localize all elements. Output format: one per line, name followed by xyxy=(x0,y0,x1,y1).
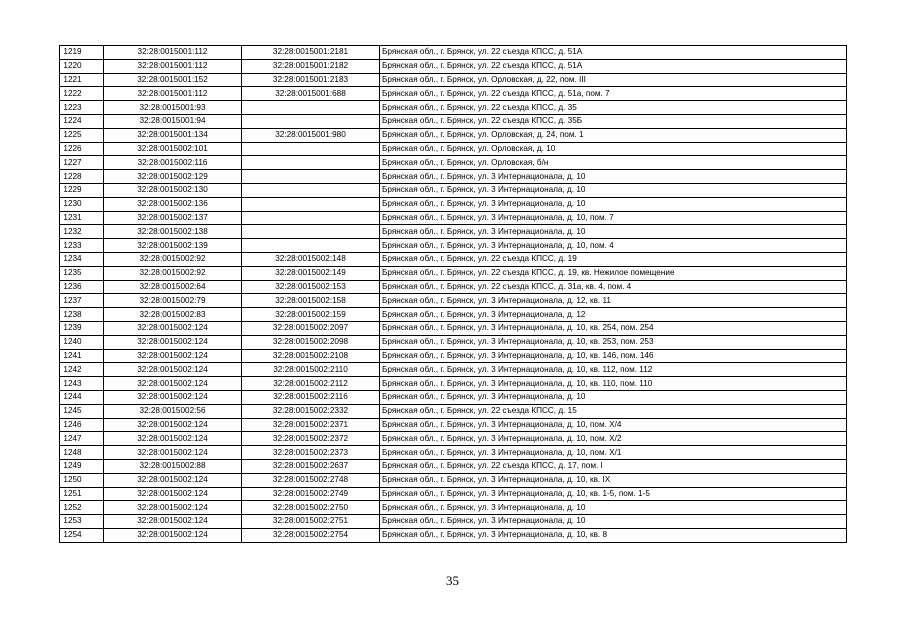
object-cadastral-number-cell xyxy=(242,156,380,170)
object-cadastral-number-cell xyxy=(242,142,380,156)
address-cell: Брянская обл., г. Брянск, ул. 3 Интернационала, д. 10, пом. 7 xyxy=(380,211,847,225)
table-row xyxy=(60,349,847,363)
object-cadastral-number-cell xyxy=(242,183,380,197)
object-cadastral-number-cell: 32:28:0015002:2749 xyxy=(242,487,380,501)
address-cell: Брянская обл., г. Брянск, ул. 22 съезда КПСС, д. 51а, пом. 7 xyxy=(380,87,847,101)
parcel-cadastral-number-cell: 32:28:0015002:124 xyxy=(104,446,242,460)
row-number-cell: 1241 xyxy=(60,349,104,363)
object-cadastral-number-cell xyxy=(242,239,380,253)
address-cell: Брянская обл., г. Брянск, ул. 22 съезда КПСС, д. 19 xyxy=(380,252,847,266)
table-row xyxy=(60,128,847,142)
row-number-cell: 1233 xyxy=(60,239,104,253)
object-cadastral-number-cell xyxy=(242,197,380,211)
table-row xyxy=(60,170,847,184)
row-number-cell: 1244 xyxy=(60,390,104,404)
parcel-cadastral-number-cell: 32:28:0015002:124 xyxy=(104,377,242,391)
table-row xyxy=(60,321,847,335)
parcel-cadastral-number-cell: 32:28:0015002:88 xyxy=(104,459,242,473)
property-registry-table xyxy=(59,45,847,543)
object-cadastral-number-cell: 32:28:0015001:980 xyxy=(242,128,380,142)
address-cell: Брянская обл., г. Брянск, ул. 3 Интернационала, д. 10, кв. 110, пом. 110 xyxy=(380,377,847,391)
address-cell: Брянская обл., г. Брянск, ул. 3 Интернационала, д. 10, пом. 4 xyxy=(380,239,847,253)
row-number-cell: 1254 xyxy=(60,528,104,542)
table-row xyxy=(60,501,847,515)
parcel-cadastral-number-cell: 32:28:0015002:124 xyxy=(104,321,242,335)
address-cell: Брянская обл., г. Брянск, ул. 3 Интернационала, д. 10 xyxy=(380,225,847,239)
table-row xyxy=(60,183,847,197)
parcel-cadastral-number-cell: 32:28:0015002:124 xyxy=(104,528,242,542)
table-row xyxy=(60,308,847,322)
table-row xyxy=(60,156,847,170)
address-cell: Брянская обл., г. Брянск, ул. 22 съезда КПСС, д. 19, кв. Нежилое помещение xyxy=(380,266,847,280)
parcel-cadastral-number-cell: 32:28:0015001:112 xyxy=(104,59,242,73)
address-cell: Брянская обл., г. Брянск, ул. 3 Интернационала, д. 12, кв. 11 xyxy=(380,294,847,308)
object-cadastral-number-cell: 32:28:0015002:148 xyxy=(242,252,380,266)
table-row xyxy=(60,459,847,473)
address-cell: Брянская обл., г. Брянск, ул. 22 съезда КПСС, д. 35Б xyxy=(380,114,847,128)
row-number-cell: 1238 xyxy=(60,308,104,322)
table-row xyxy=(60,266,847,280)
row-number-cell: 1224 xyxy=(60,114,104,128)
object-cadastral-number-cell: 32:28:0015002:153 xyxy=(242,280,380,294)
object-cadastral-number-cell: 32:28:0015002:2110 xyxy=(242,363,380,377)
row-number-cell: 1223 xyxy=(60,101,104,115)
row-number-cell: 1235 xyxy=(60,266,104,280)
parcel-cadastral-number-cell: 32:28:0015002:124 xyxy=(104,501,242,515)
row-number-cell: 1253 xyxy=(60,515,104,529)
row-number-cell: 1243 xyxy=(60,377,104,391)
object-cadastral-number-cell: 32:28:0015002:159 xyxy=(242,308,380,322)
table-row xyxy=(60,197,847,211)
object-cadastral-number-cell: 32:28:0015001:2182 xyxy=(242,59,380,73)
row-number-cell: 1242 xyxy=(60,363,104,377)
row-number-cell: 1222 xyxy=(60,87,104,101)
row-number-cell: 1239 xyxy=(60,321,104,335)
parcel-cadastral-number-cell: 32:28:0015002:56 xyxy=(104,404,242,418)
row-number-cell: 1246 xyxy=(60,418,104,432)
table-row xyxy=(60,142,847,156)
row-number-cell: 1249 xyxy=(60,459,104,473)
table-row xyxy=(60,515,847,529)
address-cell: Брянская обл., г. Брянск, ул. 22 съезда КПСС, д. 17, пом. I xyxy=(380,459,847,473)
object-cadastral-number-cell: 32:28:0015002:2112 xyxy=(242,377,380,391)
row-number-cell: 1226 xyxy=(60,142,104,156)
object-cadastral-number-cell: 32:28:0015002:2373 xyxy=(242,446,380,460)
address-cell: Брянская обл., г. Брянск, ул. 22 съезда КПСС, д. 51А xyxy=(380,46,847,60)
object-cadastral-number-cell: 32:28:0015002:149 xyxy=(242,266,380,280)
parcel-cadastral-number-cell: 32:28:0015002:124 xyxy=(104,487,242,501)
table-row xyxy=(60,528,847,542)
parcel-cadastral-number-cell: 32:28:0015002:124 xyxy=(104,418,242,432)
row-number-cell: 1237 xyxy=(60,294,104,308)
address-cell: Брянская обл., г. Брянск, ул. 3 Интернационала, д. 10, пом. Х/2 xyxy=(380,432,847,446)
row-number-cell: 1248 xyxy=(60,446,104,460)
address-cell: Брянская обл., г. Брянск, ул. 3 Интернационала, д. 10 xyxy=(380,183,847,197)
object-cadastral-number-cell: 32:28:0015002:2748 xyxy=(242,473,380,487)
object-cadastral-number-cell: 32:28:0015002:2372 xyxy=(242,432,380,446)
table-row xyxy=(60,473,847,487)
object-cadastral-number-cell xyxy=(242,211,380,225)
parcel-cadastral-number-cell: 32:28:0015002:136 xyxy=(104,197,242,211)
address-cell: Брянская обл., г. Брянск, ул. 3 Интернационала, д. 10, кв. 146, пом. 146 xyxy=(380,349,847,363)
table-body xyxy=(60,46,847,543)
table-row xyxy=(60,46,847,60)
object-cadastral-number-cell: 32:28:0015002:2116 xyxy=(242,390,380,404)
table-row xyxy=(60,363,847,377)
row-number-cell: 1230 xyxy=(60,197,104,211)
parcel-cadastral-number-cell: 32:28:0015001:134 xyxy=(104,128,242,142)
address-cell: Брянская обл., г. Брянск, ул. 3 Интернационала, д. 10, кв. 253, пом. 253 xyxy=(380,335,847,349)
object-cadastral-number-cell: 32:28:0015002:2751 xyxy=(242,515,380,529)
row-number-cell: 1221 xyxy=(60,73,104,87)
address-cell: Брянская обл., г. Брянск, ул. 3 Интернационала, д. 10, кв. 112, пом. 112 xyxy=(380,363,847,377)
row-number-cell: 1245 xyxy=(60,404,104,418)
parcel-cadastral-number-cell: 32:28:0015002:129 xyxy=(104,170,242,184)
object-cadastral-number-cell: 32:28:0015002:2371 xyxy=(242,418,380,432)
row-number-cell: 1228 xyxy=(60,170,104,184)
object-cadastral-number-cell: 32:28:0015002:2332 xyxy=(242,404,380,418)
parcel-cadastral-number-cell: 32:28:0015002:124 xyxy=(104,363,242,377)
parcel-cadastral-number-cell: 32:28:0015002:139 xyxy=(104,239,242,253)
row-number-cell: 1247 xyxy=(60,432,104,446)
address-cell: Брянская обл., г. Брянск, ул. 3 Интернационала, д. 10, пом. Х/4 xyxy=(380,418,847,432)
address-cell: Брянская обл., г. Брянск, ул. 3 Интернационала, д. 10, кв. 8 xyxy=(380,528,847,542)
table-row xyxy=(60,335,847,349)
table-row xyxy=(60,87,847,101)
table-row xyxy=(60,239,847,253)
object-cadastral-number-cell: 32:28:0015002:2098 xyxy=(242,335,380,349)
parcel-cadastral-number-cell: 32:28:0015001:93 xyxy=(104,101,242,115)
parcel-cadastral-number-cell: 32:28:0015002:64 xyxy=(104,280,242,294)
object-cadastral-number-cell xyxy=(242,225,380,239)
parcel-cadastral-number-cell: 32:28:0015002:79 xyxy=(104,294,242,308)
address-cell: Брянская обл., г. Брянск, ул. Орловская, д. 22, пом. III xyxy=(380,73,847,87)
row-number-cell: 1252 xyxy=(60,501,104,515)
object-cadastral-number-cell: 32:28:0015002:2754 xyxy=(242,528,380,542)
address-cell: Брянская обл., г. Брянск, ул. 22 съезда КПСС, д. 31а, кв. 4, пом. 4 xyxy=(380,280,847,294)
object-cadastral-number-cell: 32:28:0015002:2097 xyxy=(242,321,380,335)
object-cadastral-number-cell: 32:28:0015002:2637 xyxy=(242,459,380,473)
parcel-cadastral-number-cell: 32:28:0015001:152 xyxy=(104,73,242,87)
parcel-cadastral-number-cell: 32:28:0015002:124 xyxy=(104,432,242,446)
object-cadastral-number-cell: 32:28:0015002:2750 xyxy=(242,501,380,515)
row-number-cell: 1229 xyxy=(60,183,104,197)
address-cell: Брянская обл., г. Брянск, ул. 3 Интернационала, д. 12 xyxy=(380,308,847,322)
parcel-cadastral-number-cell: 32:28:0015002:83 xyxy=(104,308,242,322)
table-row xyxy=(60,252,847,266)
parcel-cadastral-number-cell: 32:28:0015001:112 xyxy=(104,87,242,101)
object-cadastral-number-cell xyxy=(242,114,380,128)
table-row xyxy=(60,446,847,460)
table-row xyxy=(60,294,847,308)
table-row xyxy=(60,59,847,73)
address-cell: Брянская обл., г. Брянск, ул. 3 Интернационала, д. 10, кв. 1-5, пом. 1-5 xyxy=(380,487,847,501)
address-cell: Брянская обл., г. Брянск, ул. 22 съезда КПСС, д. 51А xyxy=(380,59,847,73)
table-row xyxy=(60,280,847,294)
parcel-cadastral-number-cell: 32:28:0015002:92 xyxy=(104,266,242,280)
row-number-cell: 1227 xyxy=(60,156,104,170)
parcel-cadastral-number-cell: 32:28:0015002:124 xyxy=(104,349,242,363)
object-cadastral-number-cell xyxy=(242,170,380,184)
table-row xyxy=(60,487,847,501)
address-cell: Брянская обл., г. Брянск, ул. 3 Интернационала, д. 10, кв. IX xyxy=(380,473,847,487)
row-number-cell: 1231 xyxy=(60,211,104,225)
row-number-cell: 1225 xyxy=(60,128,104,142)
table-row xyxy=(60,73,847,87)
object-cadastral-number-cell: 32:28:0015001:688 xyxy=(242,87,380,101)
parcel-cadastral-number-cell: 32:28:0015002:130 xyxy=(104,183,242,197)
row-number-cell: 1219 xyxy=(60,46,104,60)
parcel-cadastral-number-cell: 32:28:0015002:137 xyxy=(104,211,242,225)
table-row xyxy=(60,418,847,432)
address-cell: Брянская обл., г. Брянск, ул. Орловская, д. 24, пом. 1 xyxy=(380,128,847,142)
address-cell: Брянская обл., г. Брянск, ул. 22 съезда КПСС, д. 15 xyxy=(380,404,847,418)
parcel-cadastral-number-cell: 32:28:0015002:116 xyxy=(104,156,242,170)
row-number-cell: 1250 xyxy=(60,473,104,487)
table-row xyxy=(60,211,847,225)
table-row xyxy=(60,432,847,446)
row-number-cell: 1240 xyxy=(60,335,104,349)
parcel-cadastral-number-cell: 32:28:0015002:124 xyxy=(104,335,242,349)
address-cell: Брянская обл., г. Брянск, ул. 3 Интернационала, д. 10, кв. 254, пом. 254 xyxy=(380,321,847,335)
row-number-cell: 1234 xyxy=(60,252,104,266)
address-cell: Брянская обл., г. Брянск, ул. 3 Интернационала, д. 10, пом. Х/1 xyxy=(380,446,847,460)
address-cell: Брянская обл., г. Брянск, ул. 22 съезда КПСС, д. 35 xyxy=(380,101,847,115)
object-cadastral-number-cell xyxy=(242,101,380,115)
object-cadastral-number-cell: 32:28:0015002:158 xyxy=(242,294,380,308)
address-cell: Брянская обл., г. Брянск, ул. 3 Интернационала, д. 10 xyxy=(380,197,847,211)
parcel-cadastral-number-cell: 32:28:0015002:124 xyxy=(104,473,242,487)
address-cell: Брянская обл., г. Брянск, ул. 3 Интернационала, д. 10 xyxy=(380,390,847,404)
parcel-cadastral-number-cell: 32:28:0015002:124 xyxy=(104,515,242,529)
row-number-cell: 1232 xyxy=(60,225,104,239)
object-cadastral-number-cell: 32:28:0015001:2183 xyxy=(242,73,380,87)
table-row xyxy=(60,114,847,128)
parcel-cadastral-number-cell: 32:28:0015002:92 xyxy=(104,252,242,266)
table-row xyxy=(60,377,847,391)
parcel-cadastral-number-cell: 32:28:0015002:138 xyxy=(104,225,242,239)
object-cadastral-number-cell: 32:28:0015001:2181 xyxy=(242,46,380,60)
page-number: 35 xyxy=(446,573,459,588)
address-cell: Брянская обл., г. Брянск, ул. 3 Интернационала, д. 10 xyxy=(380,515,847,529)
parcel-cadastral-number-cell: 32:28:0015002:101 xyxy=(104,142,242,156)
row-number-cell: 1236 xyxy=(60,280,104,294)
parcel-cadastral-number-cell: 32:28:0015001:112 xyxy=(104,46,242,60)
address-cell: Брянская обл., г. Брянск, ул. Орловская, б/н xyxy=(380,156,847,170)
table-row xyxy=(60,101,847,115)
row-number-cell: 1220 xyxy=(60,59,104,73)
address-cell: Брянская обл., г. Брянск, ул. Орловская, д. 10 xyxy=(380,142,847,156)
object-cadastral-number-cell: 32:28:0015002:2108 xyxy=(242,349,380,363)
parcel-cadastral-number-cell: 32:28:0015001:94 xyxy=(104,114,242,128)
table-row xyxy=(60,390,847,404)
row-number-cell: 1251 xyxy=(60,487,104,501)
table-row xyxy=(60,404,847,418)
address-cell: Брянская обл., г. Брянск, ул. 3 Интернационала, д. 10 xyxy=(380,170,847,184)
table-row xyxy=(60,225,847,239)
address-cell: Брянская обл., г. Брянск, ул. 3 Интернационала, д. 10 xyxy=(380,501,847,515)
parcel-cadastral-number-cell: 32:28:0015002:124 xyxy=(104,390,242,404)
